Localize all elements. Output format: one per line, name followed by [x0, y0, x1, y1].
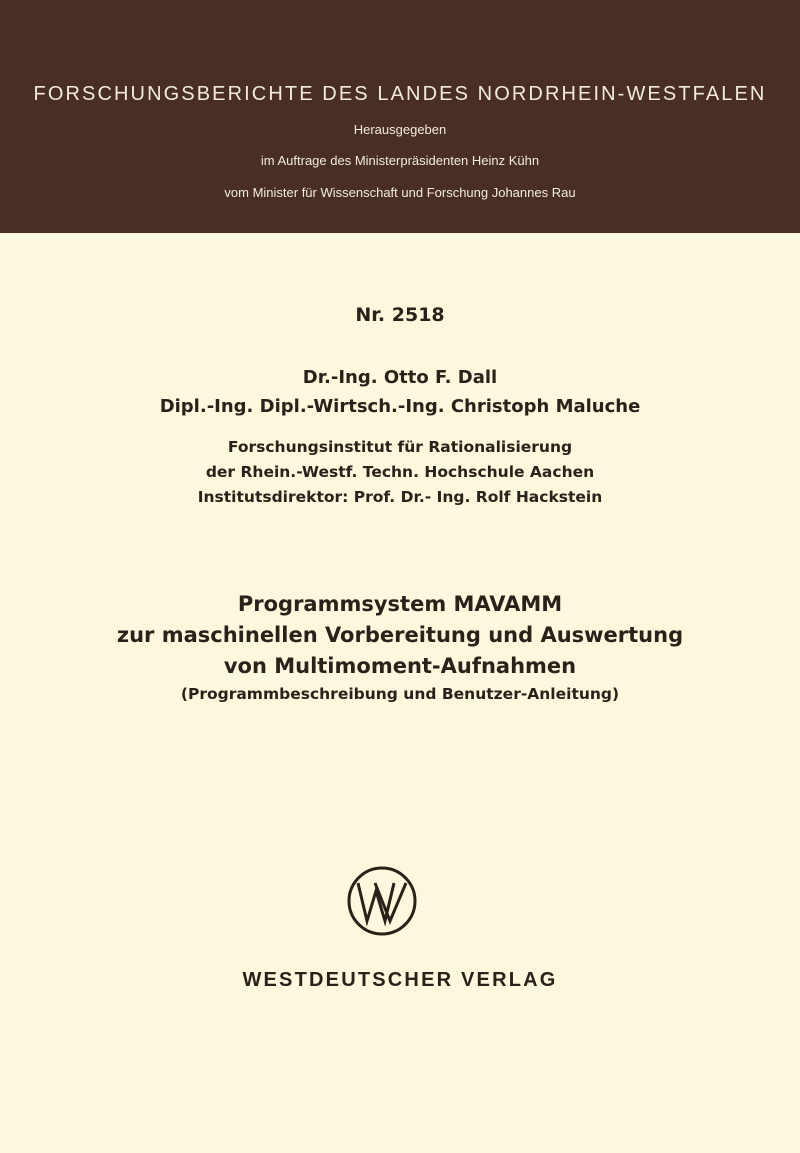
series-title: FORSCHUNGSBERICHTE DES LANDES NORDRHEIN-WESTFALEN [33, 83, 767, 105]
institute-line-2: der Rhein.-Westf. Techn. Hochschule Aachen [205, 463, 595, 481]
wv-monogram-icon [346, 865, 418, 937]
title-line-3: von Multimoment-Aufnahmen [223, 654, 577, 678]
subtitle: (Programmbeschreibung und Benutzer-Anleitung) [180, 685, 620, 703]
title-line-2: zur maschinellen Vorbereitung und Auswertung [116, 623, 684, 647]
institute-line-3: Institutsdirektor: Prof. Dr.- Ing. Rolf Hackstein [197, 488, 603, 506]
publisher-name: WESTDEUTSCHER VERLAG [242, 969, 558, 991]
institute-line-1: Forschungsinstitut für Rationalisierung [227, 438, 573, 456]
header-line-commission: im Auftrage des Ministerpräsidenten Heinz Kühn [260, 153, 540, 168]
report-number: Nr. 2518 [355, 304, 445, 326]
title-line-1: Programmsystem MAVAMM [237, 592, 563, 616]
header-band [0, 0, 800, 233]
author-2: Dipl.-Ing. Dipl.-Wirtsch.-Ing. Christoph Maluche [159, 396, 641, 417]
header-line-minister: vom Minister für Wissenschaft und Forschung Johannes Rau [224, 185, 576, 200]
header-line-editor: Herausgegeben [353, 122, 447, 137]
author-1: Dr.-Ing. Otto F. Dall [302, 367, 498, 388]
